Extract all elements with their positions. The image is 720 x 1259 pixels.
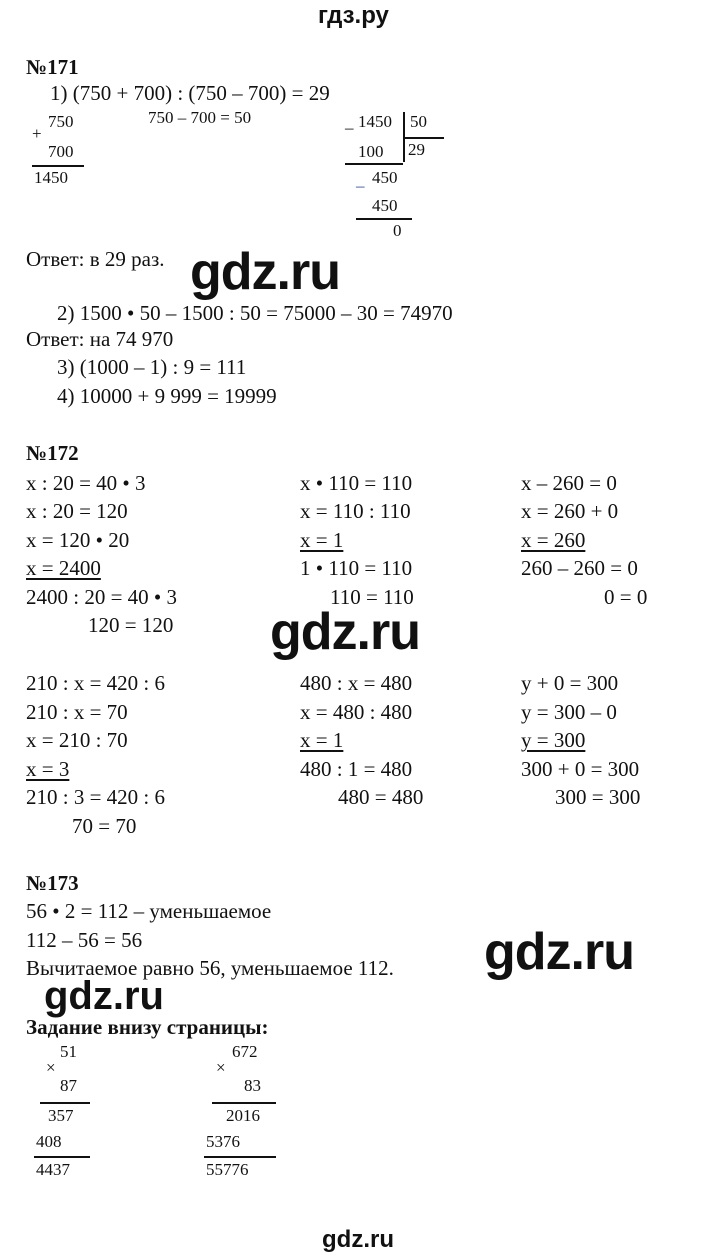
eq-answer: x = 2400 [26,556,101,580]
factor-b: 87 [60,1076,77,1095]
eq-answer: x = 1 [300,528,344,552]
result-line [34,1156,90,1158]
eq-answer: x = 3 [26,757,70,781]
watermark: gdz.ru [270,603,420,661]
factor-a: 51 [60,1042,77,1061]
eq-line: x : 20 = 40 • 3 [26,471,146,495]
eq-line: x = 480 : 480 [300,700,413,724]
p171-line4: 4) 10000 + 9 999 = 19999 [57,384,277,408]
factor-b: 83 [244,1076,261,1095]
p171-line1: 1) (750 + 700) : (750 – 700) = 29 [50,81,330,105]
p173-line3: Вычитаемое равно 56, уменьшаемое 112. [26,956,394,980]
p171-answer1: Ответ: в 29 раз. [26,247,165,271]
eq-check-result: 120 = 120 [88,613,174,637]
result-line [204,1156,276,1158]
quotient: 29 [408,140,425,159]
product-line [212,1102,276,1104]
partial-1: 357 [48,1106,74,1125]
p173-line1: 56 • 2 = 112 – уменьшаемое [26,899,272,923]
result: 55776 [206,1160,249,1179]
bottom-task-title: Задание внизу страницы: [26,1015,269,1039]
result: 4437 [36,1160,70,1179]
eq-line: y = 300 – 0 [521,700,617,724]
dividend: 1450 [358,112,392,131]
eq-line: x = 260 + 0 [521,499,619,523]
p171-answer2: Ответ: на 74 970 [26,327,174,351]
eq-answer: x = 1 [300,728,344,752]
watermark: gdz.ru [44,974,164,1018]
problem-171-title: №171 [26,55,79,79]
eq-line: x – 260 = 0 [521,471,617,495]
eq-check: 2400 : 20 = 40 • 3 [26,585,178,609]
eq-line: x • 110 = 110 [300,471,413,495]
partial-2: 5376 [206,1132,240,1151]
quotient-line [404,137,444,139]
minus-sign-1: – [345,118,354,137]
problem-173-title: №173 [26,871,79,895]
eq-line: x = 110 : 110 [300,499,411,523]
eq-check-result: 0 = 0 [604,585,648,609]
sum: 1450 [34,168,68,187]
eq-line: x : 20 = 120 [26,499,128,523]
product-line [40,1102,90,1104]
eq-check: 1 • 110 = 110 [300,556,413,580]
eq-check-result: 70 = 70 [72,814,137,838]
partial-2: 408 [36,1132,62,1151]
eq-line: 210 : x = 70 [26,700,128,724]
remainder-1: 450 [372,168,398,187]
times-sign: × [46,1058,56,1077]
addend-b: 700 [48,142,74,161]
eq-check: 210 : 3 = 420 : 6 [26,785,166,809]
factor-a: 672 [232,1042,258,1061]
eq-check: 300 + 0 = 300 [521,757,640,781]
plus-sign: + [32,124,42,143]
eq-answer: y = 300 [521,728,586,752]
watermark: gdz.ru [484,923,634,981]
subtrahend-1: 100 [358,142,384,161]
eq-line: x = 120 • 20 [26,528,130,552]
divisor: 50 [410,112,427,131]
page-header: гдз.ру [318,2,389,29]
eq-line: 480 : x = 480 [300,671,413,695]
p171-side-equation: 750 – 700 = 50 [148,108,252,127]
eq-line: y + 0 = 300 [521,671,619,695]
problem-172-title: №172 [26,441,79,465]
minus-sign-2: – [356,176,365,195]
watermark: gdz.ru [190,243,340,301]
eq-check-result: 110 = 110 [330,585,414,609]
eq-check-result: 300 = 300 [555,785,641,809]
eq-check-result: 480 = 480 [338,785,424,809]
eq-check: 260 – 260 = 0 [521,556,638,580]
sum-line [32,165,84,167]
partial-1: 2016 [226,1106,260,1125]
eq-line: 210 : x = 420 : 6 [26,671,166,695]
sub-line-1 [345,163,403,165]
addend-a: 750 [48,112,74,131]
p171-line2: 2) 1500 • 50 – 1500 : 50 = 75000 – 30 = 74970 [57,301,453,325]
eq-answer: x = 260 [521,528,586,552]
sub-line-2 [356,218,412,220]
subtrahend-2: 450 [372,196,398,215]
p171-line3: 3) (1000 – 1) : 9 = 111 [57,355,247,379]
eq-line: x = 210 : 70 [26,728,128,752]
times-sign: × [216,1058,226,1077]
eq-check: 480 : 1 = 480 [300,757,413,781]
remainder-2: 0 [393,221,402,240]
page-footer: gdz.ru [322,1226,394,1253]
p173-line2: 112 – 56 = 56 [26,928,143,952]
